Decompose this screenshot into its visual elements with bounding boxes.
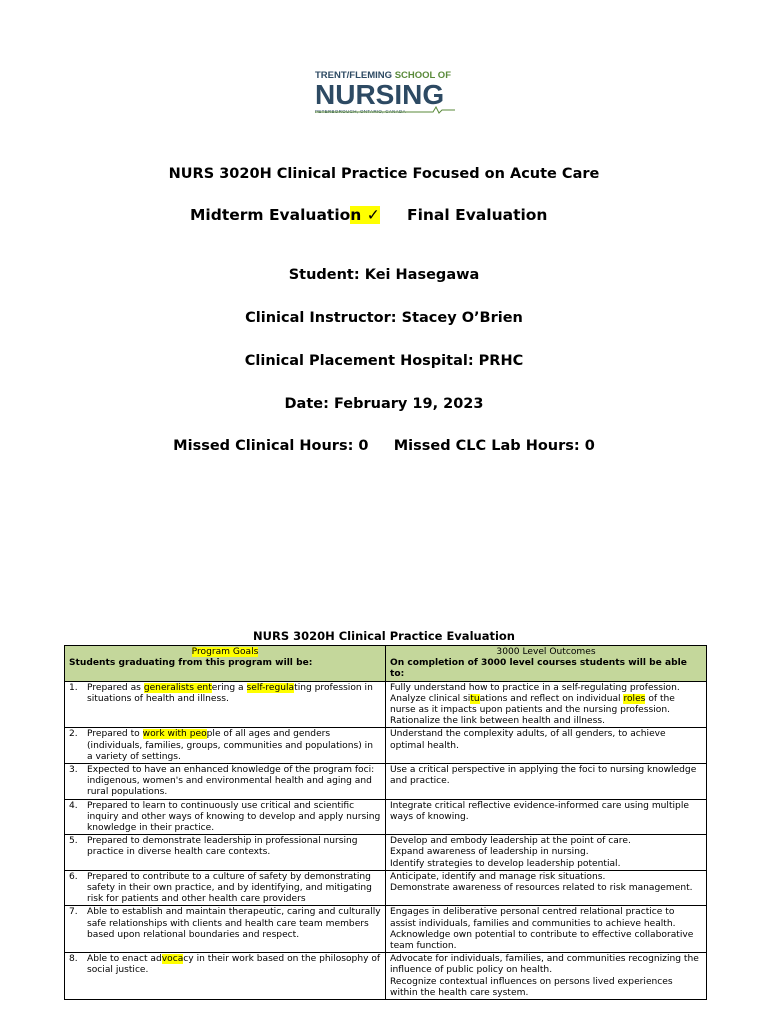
outcome-line: Analyze clinical situations and reflect on individual roles of the nurse as it impacts upon patients and the nursing profession. bbox=[390, 693, 675, 716]
clinical-instructor: Clinical Instructor: Stacey O’Brien bbox=[245, 310, 523, 326]
outcome-cell bbox=[386, 835, 707, 871]
midterm-checkmark: n ✓ bbox=[350, 206, 380, 224]
outcome-line: Integrate critical reflective evidence-informed care using multiple ways of knowing. bbox=[390, 800, 689, 822]
outcome-line: Understand the complexity adults, of all genders, to achieve optimal health. bbox=[390, 729, 666, 751]
goal-text: Able to establish and maintain therapeutic, caring and culturally safe relationships with clients and health care team members based upon relational boundaries and respect. bbox=[87, 907, 381, 940]
table-row bbox=[65, 764, 707, 800]
logo-location: PETERBOROUGH, ONTARIO, CANADA bbox=[315, 109, 406, 114]
goal-number: 1. bbox=[69, 682, 78, 693]
logo-school-name: TRENT/FLEMING SCHOOL OF bbox=[315, 70, 452, 81]
outcome-line: Advocate for individuals, families, and communities recognizing the influence of public policy on health. bbox=[390, 954, 699, 976]
final-evaluation-label: Final Evaluation bbox=[407, 206, 548, 224]
goal-text: Prepared to demonstrate leadership in professional nursing practice in diverse health care contexts. bbox=[87, 836, 358, 858]
table-row bbox=[65, 906, 707, 953]
program-goal-cell bbox=[65, 728, 386, 764]
goal-text: Prepared as generalists entering a self-regulating profession in situations of health and illness. bbox=[87, 682, 373, 704]
goal-text: Able to enact advocacy in their work based on the philosophy of social justice. bbox=[87, 954, 381, 976]
goal-text: Prepared to work with people of all ages and genders (individuals, families, groups, communities and populations) in a variety of settings. bbox=[87, 729, 373, 762]
school-logo bbox=[315, 70, 455, 126]
evaluation-table bbox=[64, 645, 707, 1000]
outcome-line: Use a critical perspective in applying the foci to nursing knowledge and practice. bbox=[390, 765, 697, 787]
outcome-cell bbox=[386, 799, 707, 835]
program-goal-cell bbox=[65, 764, 386, 800]
midterm-evaluation-label: Midterm Evaluation ✓ bbox=[190, 206, 380, 224]
outcome-cell bbox=[386, 906, 707, 953]
goal-number: 5. bbox=[69, 836, 78, 847]
missed-hours: Missed Clinical Hours: 0 Missed CLC Lab Hours: 0 bbox=[173, 438, 595, 454]
student-name: Student: Kei Hasegawa bbox=[288, 267, 480, 283]
outcome-line: Identify strategies to develop leadership potential. bbox=[390, 858, 621, 869]
outcome-line: Demonstrate awareness of resources related to risk management. bbox=[390, 883, 693, 894]
outcome-line: Recognize contextual influences on persons lived experiences within the health care system. bbox=[390, 976, 673, 998]
table-row bbox=[65, 681, 707, 728]
table-row bbox=[65, 728, 707, 764]
outcome-cell bbox=[386, 953, 707, 1000]
outcome-line: Rationalize the link between health and illness. bbox=[390, 716, 605, 727]
outcome-line: Fully understand how to practice in a self-regulating profession. bbox=[390, 682, 680, 693]
evaluation-date: Date: February 19, 2023 bbox=[284, 396, 484, 412]
goal-number: 3. bbox=[69, 765, 78, 776]
goal-number: 6. bbox=[69, 871, 78, 882]
outcomes-header: 3000 Level Outcomes On completion of 3000 level courses students will be able to: bbox=[386, 646, 707, 682]
outcome-line: Anticipate, identify and manage risk situations. bbox=[390, 871, 606, 882]
goal-number: 7. bbox=[69, 907, 78, 918]
program-goal-cell bbox=[65, 799, 386, 835]
program-goal-cell bbox=[65, 906, 386, 953]
program-goal-cell bbox=[65, 870, 386, 906]
goal-text: Expected to have an enhanced knowledge of the program foci: indigenous, women's and environmental health and aging and rural populations. bbox=[87, 765, 375, 798]
program-goal-cell bbox=[65, 953, 386, 1000]
table-title: NURS 3020H Clinical Practice Evaluation bbox=[253, 629, 515, 643]
outcome-cell bbox=[386, 764, 707, 800]
goal-text: Prepared to learn to continuously use critical and scientific inquiry and other ways of knowing to develop and apply nursing knowledge in their practice. bbox=[87, 800, 381, 834]
logo-heartbeat-line-icon bbox=[315, 106, 455, 114]
table-row bbox=[65, 870, 707, 906]
table-row bbox=[65, 799, 707, 835]
goal-number: 2. bbox=[69, 729, 78, 740]
program-goal-cell bbox=[65, 681, 386, 728]
outcome-line: Engages in deliberative personal centred relational practice to assist individuals, families and communities to achieve health. bbox=[390, 907, 676, 929]
table-row bbox=[65, 953, 707, 1000]
outcome-cell bbox=[386, 681, 707, 728]
goal-text: Prepared to contribute to a culture of safety by demonstrating safety in their own practice, and by identifying, and mitigating risk for patients and other health care providers bbox=[87, 871, 372, 905]
course-title: NURS 3020H Clinical Practice Focused on Acute Care bbox=[168, 166, 600, 182]
outcome-cell bbox=[386, 870, 707, 906]
placement-hospital: Clinical Placement Hospital: PRHC bbox=[244, 353, 524, 369]
outcome-line: Expand awareness of leadership in nursing. bbox=[390, 847, 589, 858]
outcome-line: Develop and embody leadership at the point of care. bbox=[390, 836, 631, 847]
program-goals-header: Program Goals Students graduating from this program will be: bbox=[65, 646, 386, 682]
outcome-cell bbox=[386, 728, 707, 764]
outcome-line: Acknowledge own potential to contribute to effective collaborative team function. bbox=[390, 929, 694, 952]
logo-nursing-wordmark: NURSING bbox=[315, 79, 445, 110]
table-row bbox=[65, 835, 707, 871]
goal-number: 4. bbox=[69, 800, 78, 811]
program-goal-cell bbox=[65, 835, 386, 871]
goal-number: 8. bbox=[69, 954, 78, 965]
